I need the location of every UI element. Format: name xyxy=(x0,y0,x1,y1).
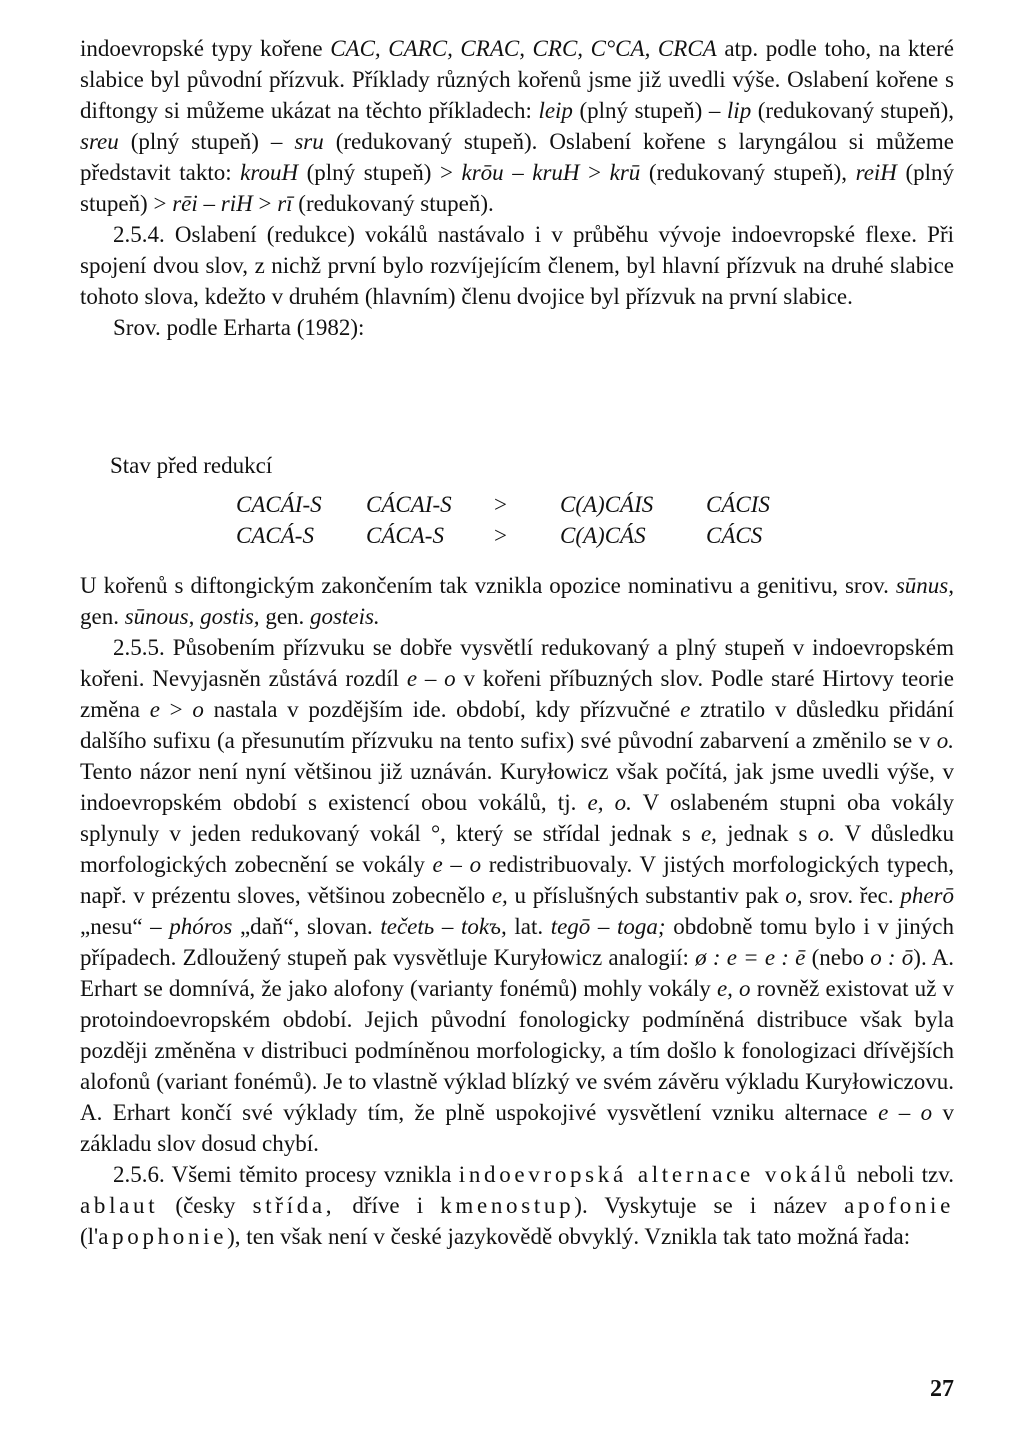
table-cell: CÁCAI-S xyxy=(366,492,452,517)
text-run: neboli tzv. xyxy=(849,1162,955,1187)
text-run: (plný stupeň) > xyxy=(80,160,955,216)
spaced-term: apophonie xyxy=(98,1224,228,1249)
text-run: (nebo xyxy=(805,945,871,970)
italic-text: krōu xyxy=(461,160,504,185)
paragraph-2-5-5 xyxy=(80,632,954,1159)
italic-text: sreu xyxy=(80,129,119,154)
spaced-term: apofonie xyxy=(844,1193,955,1218)
italic-text: pherō xyxy=(900,883,954,908)
text-run: 2.5.5. Působením přízvuku se dobře vysvětlí redukovaný a plný stupeň v indoevropském kořeni. Nevyjasněn zůstává rozdíl xyxy=(80,635,954,691)
text-run: nastala v pozdějším ide. období, kdy přízvučné xyxy=(203,697,681,722)
italic-text: lip xyxy=(726,98,752,123)
spaced-term: střída, xyxy=(252,1193,336,1218)
italic-text: o xyxy=(469,852,482,877)
table-heading: Stav před redukcí xyxy=(110,453,273,478)
table-cell: CÁCIS xyxy=(706,492,770,517)
text-run: Srov. podle Erharta (1982): xyxy=(113,315,365,340)
text-run: (redukovaný stupeň). xyxy=(292,191,494,216)
text-run: – xyxy=(197,191,221,216)
italic-text: rēi xyxy=(172,191,198,216)
italic-text: e xyxy=(680,697,691,722)
italic-text: toga; xyxy=(617,914,666,939)
italic-text: o, xyxy=(785,883,803,908)
text-run: U kořenů s diftongickým zakončením tak vznikla opozice nominativu a genitivu, srov. xyxy=(80,573,896,598)
italic-text: gosteis. xyxy=(310,604,380,629)
paragraph-2-5-6 xyxy=(80,1159,954,1252)
text-block-bottom xyxy=(80,570,954,1252)
italic-text: o : ō xyxy=(870,945,914,970)
table-row xyxy=(236,523,806,554)
table-cell: C(A)CÁIS xyxy=(560,492,654,517)
italic-text: tegō xyxy=(550,914,591,939)
paragraph-genitive xyxy=(80,570,954,632)
italic-text: krū xyxy=(609,160,641,185)
italic-text: e, o xyxy=(716,976,751,1001)
italic-text: riH xyxy=(220,191,253,216)
italic-text: tokъ, xyxy=(460,914,507,939)
italic-text: o xyxy=(920,1100,933,1125)
reduction-table xyxy=(236,492,806,554)
text-run: (plný stupeň) – xyxy=(572,98,727,123)
italic-text: e xyxy=(406,666,418,691)
text-run: „daň“, slovan. xyxy=(232,914,381,939)
table-cell: CÁCS xyxy=(706,523,763,548)
text-run: ), ten však není v české jazykovědě obvyklý. Vznikla tak tato možná řada: xyxy=(227,1224,911,1249)
text-run: – xyxy=(442,852,470,877)
italic-text: CAC, CARC, CRAC, CRC, C°CA, CRCA xyxy=(330,36,717,61)
text-block-top xyxy=(80,33,954,343)
italic-text: rī xyxy=(277,191,293,216)
italic-text: sru xyxy=(294,129,324,154)
italic-text: ø : e = e : ē xyxy=(695,945,806,970)
text-run: (plný stupeň) – xyxy=(118,129,295,154)
text-run: gen. xyxy=(259,604,311,629)
table-cell: CÁCA-S xyxy=(366,523,444,548)
table-cell: CACÁ-S xyxy=(236,523,314,548)
paragraph-2-5-4 xyxy=(80,219,954,312)
spaced-term: indoevropská alternace vokálů xyxy=(458,1162,850,1187)
italic-text: sūnous, gostis, xyxy=(124,604,260,629)
text-run: (plný stupeň) > xyxy=(298,160,462,185)
italic-text: o. xyxy=(936,728,954,753)
page-number: 27 xyxy=(930,1376,954,1402)
text-run: „nesu“ – xyxy=(80,914,170,939)
italic-text: kruH xyxy=(532,160,580,185)
text-run: – xyxy=(434,914,461,939)
text-run: 2.5.4. Oslabení (redukce) vokálů nastávalo i v průběhu vývoje indoevropské flexe. Při spojení dvou slov, z nichž první bylo rozvíjejícím členem, byl hlavní přízvuk na druhé slabice tohoto slova, kdežto v druhém (hlavním) členu dvojice byl přízvuk na první slabice. xyxy=(80,222,954,309)
text-run: – xyxy=(503,160,533,185)
text-run: ). A. Erhart se domnívá, že jako alofony (varianty fonémů) mohly vokály xyxy=(80,945,954,1001)
text-run: (česky xyxy=(158,1193,253,1218)
table-cell: CACÁI-S xyxy=(236,492,322,517)
text-run: atp. podle toho, na které slabice byl původní přízvuk. Příklady různých kořenů jsme již uvedli výše. Oslabení kořene s diftongy si můžeme ukázat na těchto příkladech: xyxy=(80,36,955,123)
italic-text: sūnus, xyxy=(895,573,954,598)
italic-text: e xyxy=(149,697,160,722)
text-run: srov. řec. xyxy=(802,883,901,908)
text-run: jednak s xyxy=(716,821,818,846)
text-run: Tento názor není nyní většinou již uznáván. Kuryłowicz však počítá, jak jsme uvedli výše, v indoevropském období s existencí obou vokálů, tj. xyxy=(80,759,954,815)
table-cell: > xyxy=(494,523,507,548)
text-run: – xyxy=(590,914,618,939)
italic-text: e, o. xyxy=(587,790,632,815)
text-run: gen. xyxy=(80,604,125,629)
text-run: > xyxy=(579,160,610,185)
text-run: ztratilo v důsledku přidání dalšího sufixu (a přesunutím přízvuku na tento sufix) své původní zabarvení a změnilo se v xyxy=(80,697,955,753)
text-run: v základu slov dosud chybí. xyxy=(80,1100,954,1156)
italic-text: leip xyxy=(538,98,573,123)
text-run: redistribuovaly. V jistých morfologických typech, např. v prézentu sloves, většinou zobecnělo xyxy=(80,852,955,908)
table-cell: > xyxy=(494,492,507,517)
text-run: rovněž existovat už v protoindoevropském období. Jejich původní fonologicky podmíněná distribuce však byla později změněna v distribuci podmíněnou morfologicky, a tím došlo k fonologizaci dřívějších alofonů (variant fonémů). Je to vlastně výklad blízký ve svém závěru výkladu Kuryłowiczovu. A. Erhart končí své výklady tím, že plně uspokojivé vysvětlení vzniku alternace xyxy=(80,976,954,1125)
italic-text: o xyxy=(444,666,456,691)
text-run: > xyxy=(159,697,193,722)
italic-text: phóros xyxy=(169,914,233,939)
italic-text: e xyxy=(878,1100,889,1125)
italic-text: reiH xyxy=(855,160,897,185)
text-run: obdobně tomu bylo i v jiných případech. Zdloužený stupeň pak vysvětluje Kuryłowicz analogií: xyxy=(80,914,954,970)
italic-text: e, xyxy=(700,821,717,846)
text-run: > xyxy=(252,191,278,216)
text-run: V oslabeném stupni oba vokály splynuly v jeden redukovaný vokál °, který se střídal jednak s xyxy=(80,790,954,846)
spaced-term: ablaut xyxy=(80,1193,159,1218)
spaced-term: kmenostup xyxy=(440,1193,575,1218)
text-run: v kořeni příbuzných slov. Podle staré Hirtovy teorie změna xyxy=(80,666,954,722)
table-row xyxy=(236,492,806,523)
text-run: dříve i xyxy=(335,1193,441,1218)
italic-text: o xyxy=(192,697,204,722)
text-run: (redukovaný stupeň), xyxy=(751,98,955,123)
italic-text: e, xyxy=(491,883,508,908)
text-run: u příslušných substantiv pak xyxy=(507,883,786,908)
text-run: 2.5.6. Všemi těmito procesy vznikla xyxy=(113,1162,459,1187)
italic-text: krouH xyxy=(240,160,299,185)
italic-text: e xyxy=(432,852,443,877)
text-run: ). Vyskytuje se i název xyxy=(574,1193,845,1218)
italic-text: o. xyxy=(817,821,835,846)
text-run: V důsledku morfologických zobecnění se vokály xyxy=(80,821,954,877)
paragraph-srov xyxy=(80,312,954,343)
text-run: – xyxy=(888,1100,921,1125)
text-run: – xyxy=(417,666,445,691)
paragraph-1 xyxy=(80,33,954,219)
italic-text: tečetь xyxy=(380,914,435,939)
text-run: indoevropské typy kořene xyxy=(80,36,331,61)
text-run: (l' xyxy=(80,1224,99,1249)
table-cell: C(A)CÁS xyxy=(560,523,646,548)
text-run: lat. xyxy=(506,914,551,939)
text-run: (redukovaný stupeň). Oslabení kořene s laryngálou si můžeme představit takto: xyxy=(80,129,954,185)
text-run: (redukovaný stupeň), xyxy=(640,160,856,185)
